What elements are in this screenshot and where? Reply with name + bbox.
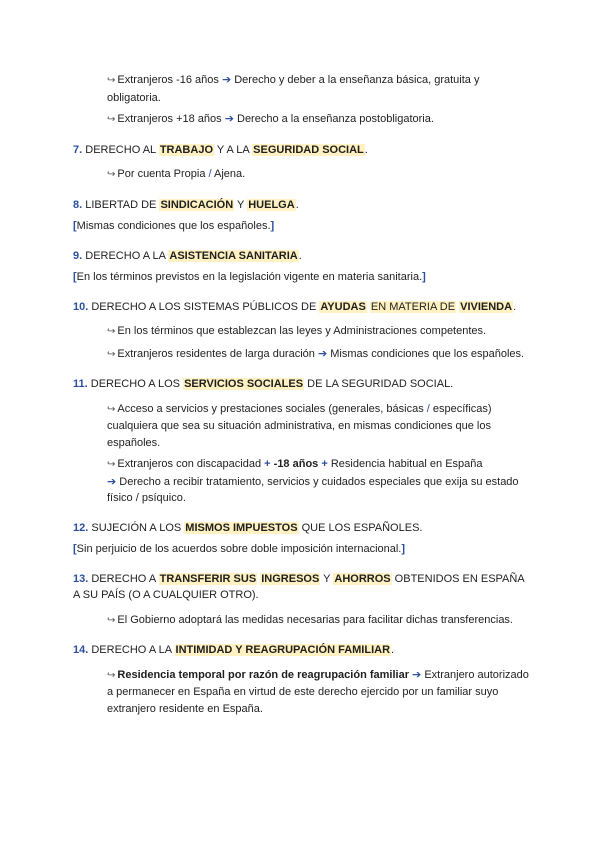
bracket-close-icon: ] xyxy=(270,220,275,232)
heading-item-7: 7. DERECHO AL TRABAJO Y A LA SEGURIDAD SOCIAL. xyxy=(73,143,368,156)
bullet-disability: ↪ Extranjeros con discapacidad + -18 años + Residencia habitual en España ➔ Derecho a recibir tratamiento, servicios y cuidados especiales que exija su estado físico / psíquico. xyxy=(107,458,519,504)
note-item-8: [Mismas condiciones que los españoles.] xyxy=(73,220,275,232)
hook-arrow-icon: ↪ xyxy=(107,669,116,681)
note-item-12: [Sin perjuicio de los acuerdos sobre doble imposición internacional.] xyxy=(73,543,406,555)
hook-arrow-icon: ↪ xyxy=(107,326,116,337)
bracket-open-icon: [ xyxy=(73,220,77,232)
bullet-adults-education: ↪ Extranjeros +18 años ➔ Derecho a la enseñanza postobligatoria. xyxy=(107,113,434,125)
heading-item-12: 12. SUJECIÓN A LOS MISMOS IMPUESTOS QUE LOS ESPAÑOLES. xyxy=(73,521,423,534)
heading-item-9: 9. DERECHO A LA ASISTENCIA SANITARIA. xyxy=(73,249,302,262)
bullet-housing-terms: ↪ En los términos que establezcan las leyes y Administraciones competentes. xyxy=(107,325,487,337)
arrow-right-icon: ➔ xyxy=(221,74,232,86)
hook-arrow-icon: ↪ xyxy=(107,459,116,470)
hook-arrow-icon: ↪ xyxy=(107,614,116,626)
hook-arrow-icon: ↪ xyxy=(107,169,116,180)
heading-item-14: 14. DERECHO A LA INTIMIDAD Y REAGRUPACIÓN FAMILIAR. xyxy=(73,644,395,656)
note-item-9: [En los términos previstos en la legislación vigente en materia sanitaria.] xyxy=(73,271,426,283)
bullet-minors-education: ↪ Extranjeros -16 años ➔ Derecho y deber a la enseñanza básica, gratuita y obligatoria. xyxy=(107,74,480,104)
heading-item-11: 11. DERECHO A LOS SERVICIOS SOCIALES DE LA SEGURIDAD SOCIAL. xyxy=(73,378,454,390)
bullet-housing-long-term: ↪ Extranjeros residentes de larga duración ➔ Mismas condiciones que los españoles. xyxy=(107,347,525,360)
bullet-social-services-access: ↪ Acceso a servicios y prestaciones sociales (generales, básicas / específicas) cualquiera que sea su situación administrativa, en mismas condiciones que los españoles. xyxy=(107,402,492,449)
arrow-right-icon: ➔ xyxy=(107,475,117,488)
heading-item-8: 8. LIBERTAD DE SINDICACIÓN Y HUELGA. xyxy=(73,198,299,211)
bullet-family-reunification: ↪ Residencia temporal por razón de reagrupación familiar ➔ Extranjero autorizado a permanecer en España en virtud de este derecho ejercido por un familiar suyo extranjero residente en España. xyxy=(107,668,529,715)
bracket-open-icon: [ xyxy=(73,271,77,283)
heading-item-10: 10. DERECHO A LOS SISTEMAS PÚBLICOS DE AYUDAS EN MATERIA DE VIVIENDA. xyxy=(73,300,517,313)
hook-arrow-icon: ↪ xyxy=(107,348,116,360)
bracket-close-icon: ] xyxy=(401,543,406,555)
arrow-right-icon: ➔ xyxy=(412,668,422,681)
hook-arrow-icon: ↪ xyxy=(107,114,116,125)
arrow-right-icon: ➔ xyxy=(224,113,234,125)
hook-arrow-icon: ↪ xyxy=(107,75,116,86)
hook-arrow-icon: ↪ xyxy=(107,403,116,415)
heading-item-13: 13. DERECHO A TRANSFERIR SUS INGRESOS Y AHORROS OBTENIDOS EN ESPAÑA A SU PAÍS (O A CUALQUIER OTRO). xyxy=(73,572,525,601)
bullet-work-type: ↪ Por cuenta Propia / Ajena. xyxy=(107,168,246,180)
bracket-close-icon: ] xyxy=(422,271,426,283)
bullet-transfers: ↪ El Gobierno adoptará las medidas necesarias para facilitar dichas transferencias. xyxy=(107,613,513,626)
arrow-right-icon: ➔ xyxy=(317,347,328,360)
bracket-open-icon: [ xyxy=(73,543,77,555)
